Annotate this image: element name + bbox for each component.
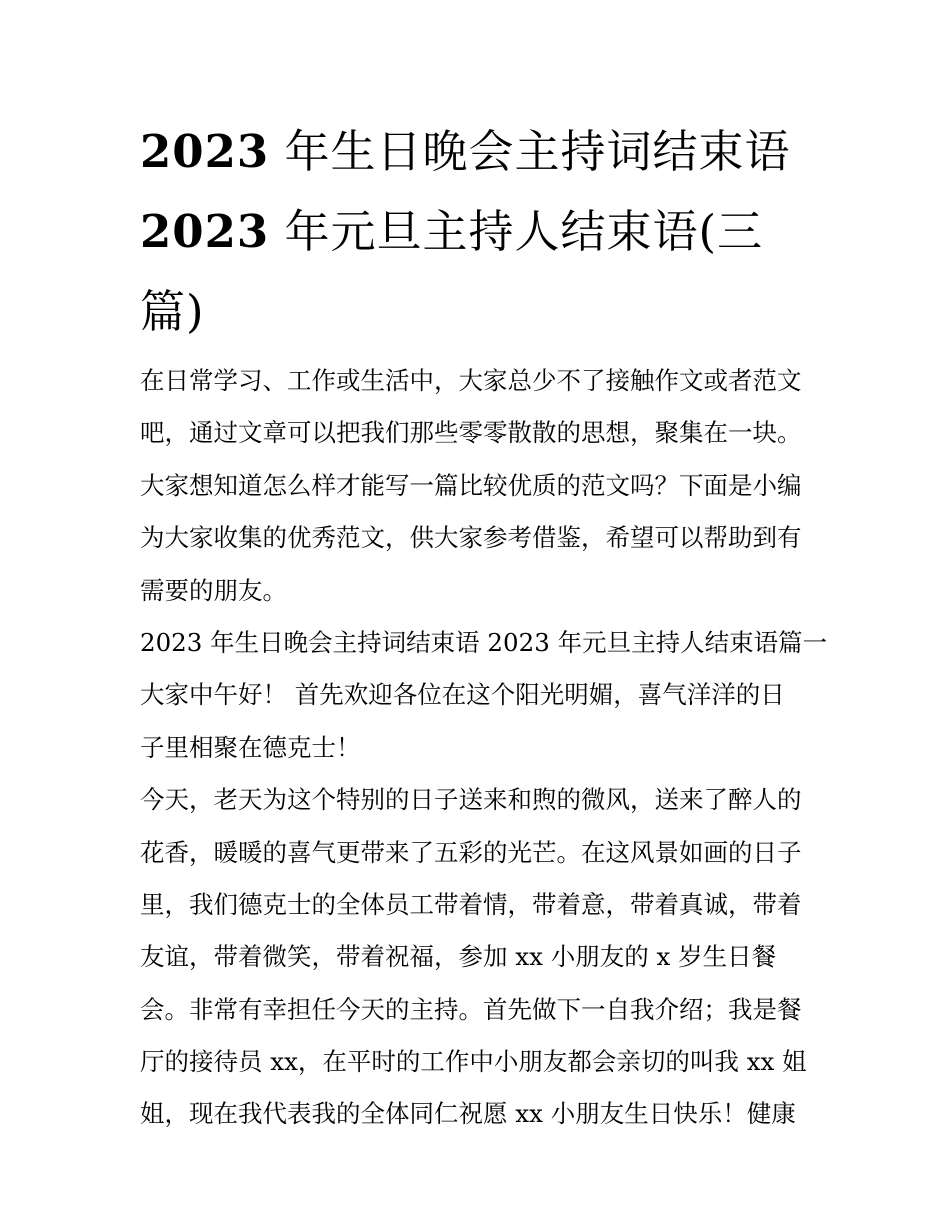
body-line: 大家想知道怎么样才能写一篇比较优质的范文吗？下面是小编 — [140, 470, 802, 500]
body-line: 子里相聚在德克士！ — [140, 732, 361, 762]
body-line: 大家中午好！ 首先欢迎各位在这个阳光明媚，喜气洋洋的日 — [140, 680, 785, 710]
title-line-1 — [140, 112, 820, 192]
document-title — [140, 112, 820, 352]
title-year: 2023 — [140, 205, 270, 258]
body-line: 为大家收集的优秀范文，供大家参考借鉴，希望可以帮助到有 — [140, 523, 802, 553]
title-text: 年元旦主持人结束语(三 — [269, 205, 764, 258]
body-line: 今天，老天为这个特别的日子送来和煦的微风，送来了醉人的 — [140, 785, 802, 815]
title-text: 年生日晚会主持词结束语 — [269, 125, 791, 178]
body-line: 需要的朋友。 — [140, 575, 287, 605]
title-line-3 — [140, 272, 820, 352]
body-line: 吧，通过文章可以把我们那些零零散散的思想，聚集在一块。 — [140, 418, 802, 448]
title-text: 篇) — [140, 285, 205, 338]
section-heading: 2023 年生日晚会主持词结束语 2023 年元旦主持人结束语篇一 — [140, 627, 828, 657]
title-line-2 — [140, 192, 820, 272]
body-line: 会。非常有幸担任今天的主持。首先做下一自我介绍；我是餐 — [140, 994, 802, 1024]
body-line: 花香，暖暖的喜气更带来了五彩的光芒。在这风景如画的日子 — [140, 837, 802, 867]
document-body — [140, 355, 830, 1141]
body-line: 在日常学习、工作或生活中，大家总少不了接触作文或者范文 — [140, 366, 802, 395]
body-line: 里，我们德克士的全体员工带着情，带着意，带着真诚，带着 — [140, 889, 802, 919]
title-year: 2023 — [140, 125, 270, 178]
body-line: 厅的接待员 xx，在平时的工作中小朋友都会亲切的叫我 xx 姐 — [140, 1047, 807, 1077]
body-line: 友谊，带着微笑，带着祝福，参加 xx 小朋友的 x 岁生日餐 — [140, 942, 777, 972]
body-line: 姐，现在我代表我的全体同仁祝愿 xx 小朋友生日快乐！健康 — [140, 1099, 796, 1129]
